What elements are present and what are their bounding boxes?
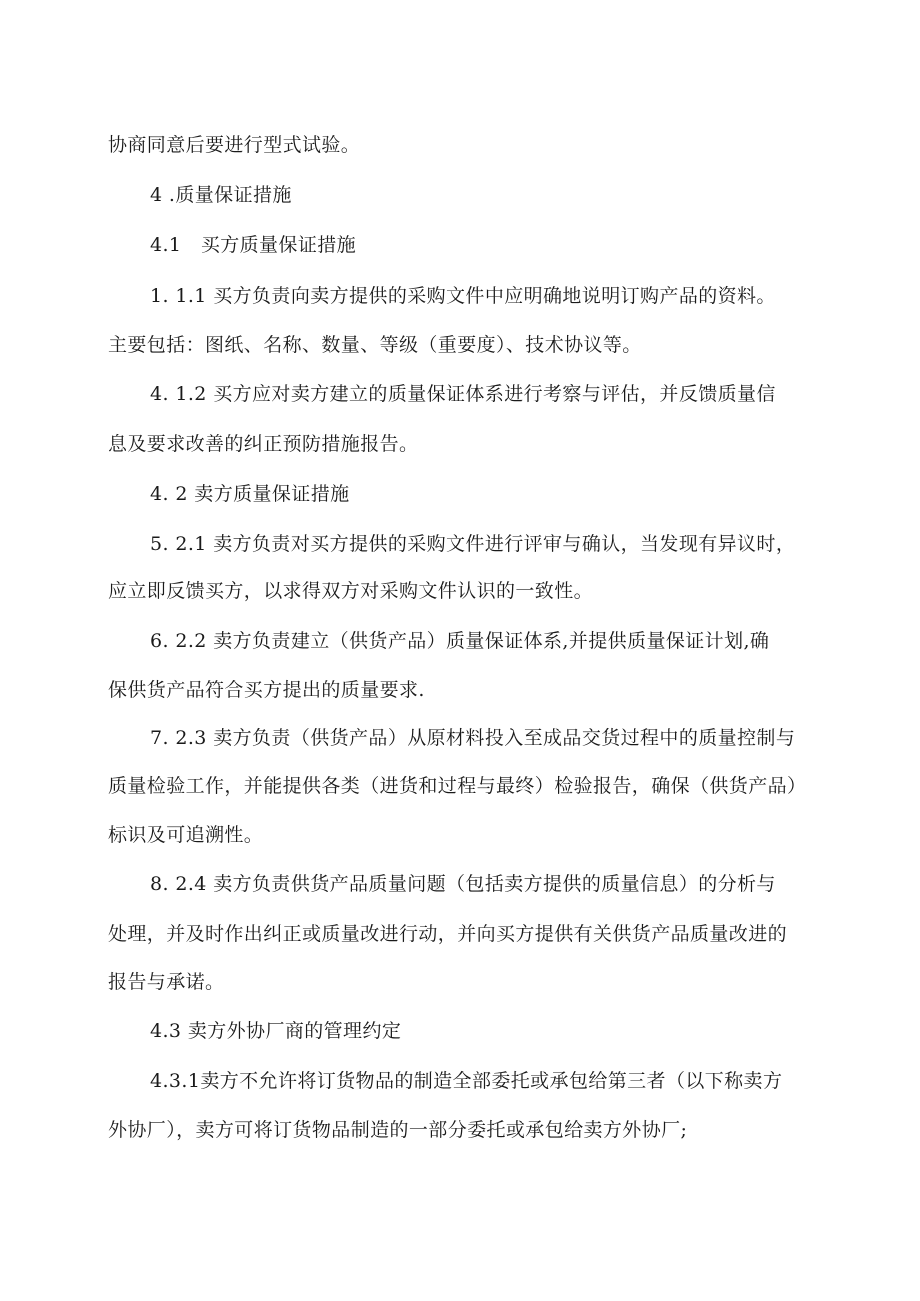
text-line: 8. 2.4 卖方负责供货产品质量问题（包括卖方提供的质量信息）的分析与 [150,873,776,895]
text-line: 协商同意后要进行型式试验。 [108,134,361,156]
text-line: 1. 1.1 买方负责向卖方提供的采购文件中应明确地说明订购产品的资料。 [150,285,776,307]
text-line: 报告与承诺。 [108,971,225,993]
text-line: 处理，并及时作出纠正或质量改进行动，并向买方提供有关供货产品质量改进的 [108,923,788,945]
text-line: 5. 2.1 卖方负责对买方提供的采购文件进行评审与确认，当发现有异议时， [150,533,796,555]
text-line: 6. 2.2 卖方负责建立（供货产品）质量保证体系,并提供质量保证计划,确 [150,630,770,652]
text-line: 标识及可追溯性。 [108,824,264,846]
section-heading: 4 .质量保证措施 [150,184,292,206]
text-line: 应立即反馈买方，以求得双方对采购文件认识的一致性。 [108,580,594,602]
subsection-heading: 4.3 卖方外协厂商的管理约定 [150,1020,402,1042]
text-line: 外协厂），卖方可将订货物品制造的一部分委托或承包给卖方外协厂; [108,1119,688,1141]
subsection-heading: 4.1 买方质量保证措施 [150,234,357,256]
text-line: 保供货产品符合买方提出的质量要求. [108,679,425,701]
text-line: 7. 2.3 卖方负责（供货产品）从原材料投入至成品交货过程中的质量控制与 [150,727,796,749]
text-line: 主要包括：图纸、名称、数量、等级（重要度）、技术协议等。 [108,334,642,356]
subsection-heading: 4. 2 卖方质量保证措施 [150,483,350,505]
text-line: 4.3.1卖方不允许将订货物品的制造全部委托或承包给第三者（以下称卖方 [150,1070,783,1092]
text-line: 息及要求改善的纠正预防措施报告。 [108,433,419,455]
text-line: 4. 1.2 买方应对卖方建立的质量保证体系进行考察与评估，并反馈质量信 [150,383,776,405]
text-line: 质量检验工作，并能提供各类（进货和过程与最终）检验报告，确保（供货产品） [108,775,807,797]
